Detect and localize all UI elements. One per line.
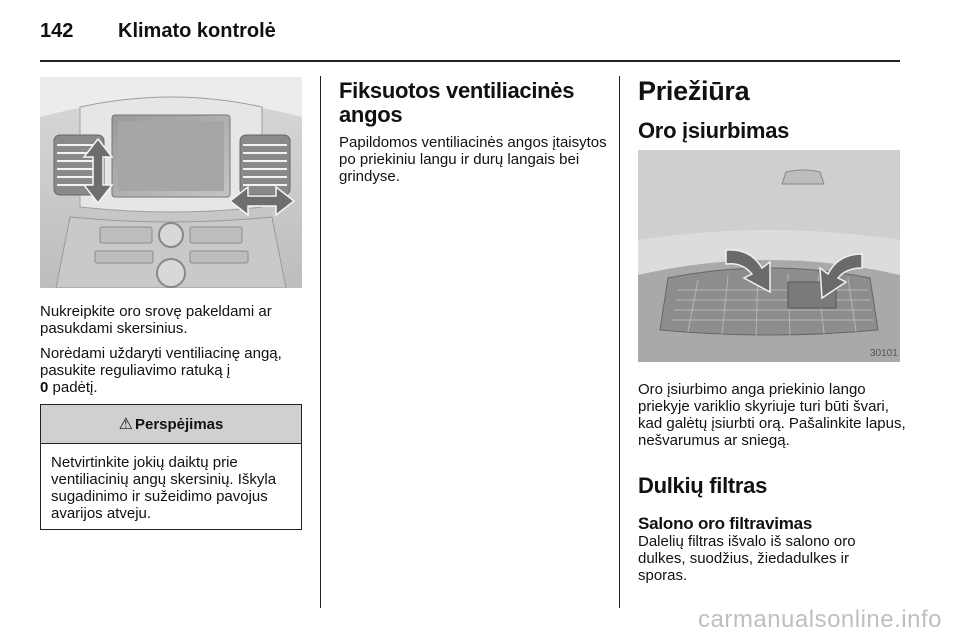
fixed-vents-heading: Fiksuotos ventiliacinės angos <box>339 78 575 127</box>
image-code: 30101 <box>870 348 898 359</box>
air-vents-illustration <box>40 77 302 288</box>
air-intake-paragraph: Oro įsiurbimo anga priekinio lango priekyje variklio skyriuje turi būti švari, kad galėtų įsiurbti orą. Pašalinkite lapus, nešvarumus ar sniegą. <box>638 381 906 449</box>
page-number: 142 <box>40 20 74 42</box>
vent-direction-paragraph: Nukreipkite oro srovę pakeldami ar pasukdami skersinius. <box>40 303 272 337</box>
warning-body <box>41 444 301 522</box>
dust-filter-paragraph: Dalelių filtras išvalo iš salono oro dulkes, suodžius, žiedadulkes ir sporas. <box>638 533 856 584</box>
cabin-filtration-heading: Salono oro filtravimas <box>638 514 813 533</box>
warning-title: Perspėjimas <box>134 415 224 433</box>
chapter-title: Klimato kontrolė <box>118 20 276 42</box>
dust-filter-heading: Dulkių filtras <box>638 473 768 498</box>
zero-position-symbol: 0 <box>40 379 49 396</box>
vent-close-paragraph <box>40 345 312 396</box>
maintenance-section <box>638 76 900 143</box>
vent-close-text: Norėdami uždaryti ventiliacinę angą, pasukite reguliavimo ratuką į <box>40 345 282 379</box>
warning-box <box>40 404 302 530</box>
fixed-vents-section <box>339 79 609 185</box>
maintenance-heading: Priežiūra <box>638 76 750 106</box>
warning-header <box>41 405 301 444</box>
column-divider-right <box>619 76 620 608</box>
column-divider-left <box>320 76 321 608</box>
watermark: carmanualsonline.info <box>698 606 942 633</box>
air-intake-illustration <box>638 150 900 362</box>
air-intake-heading: Oro įsiurbimas <box>638 118 790 143</box>
page-header <box>40 14 900 54</box>
fixed-vents-text: Papildomos ventiliacinės angos įtaisytos po priekiniu langu ir durų langais bei grindyse. <box>339 134 607 185</box>
warning-triangle-icon: ⚠ <box>118 416 133 433</box>
header-rule <box>40 60 900 62</box>
warning-text: Netvirtinkite jokių daiktų prie ventiliacinių angų skersinių. Iškyla sugadinimo ir sužeidimo pavojus avarijos atveju. <box>51 454 277 522</box>
vent-close-text-end: padėtį. <box>48 379 98 396</box>
